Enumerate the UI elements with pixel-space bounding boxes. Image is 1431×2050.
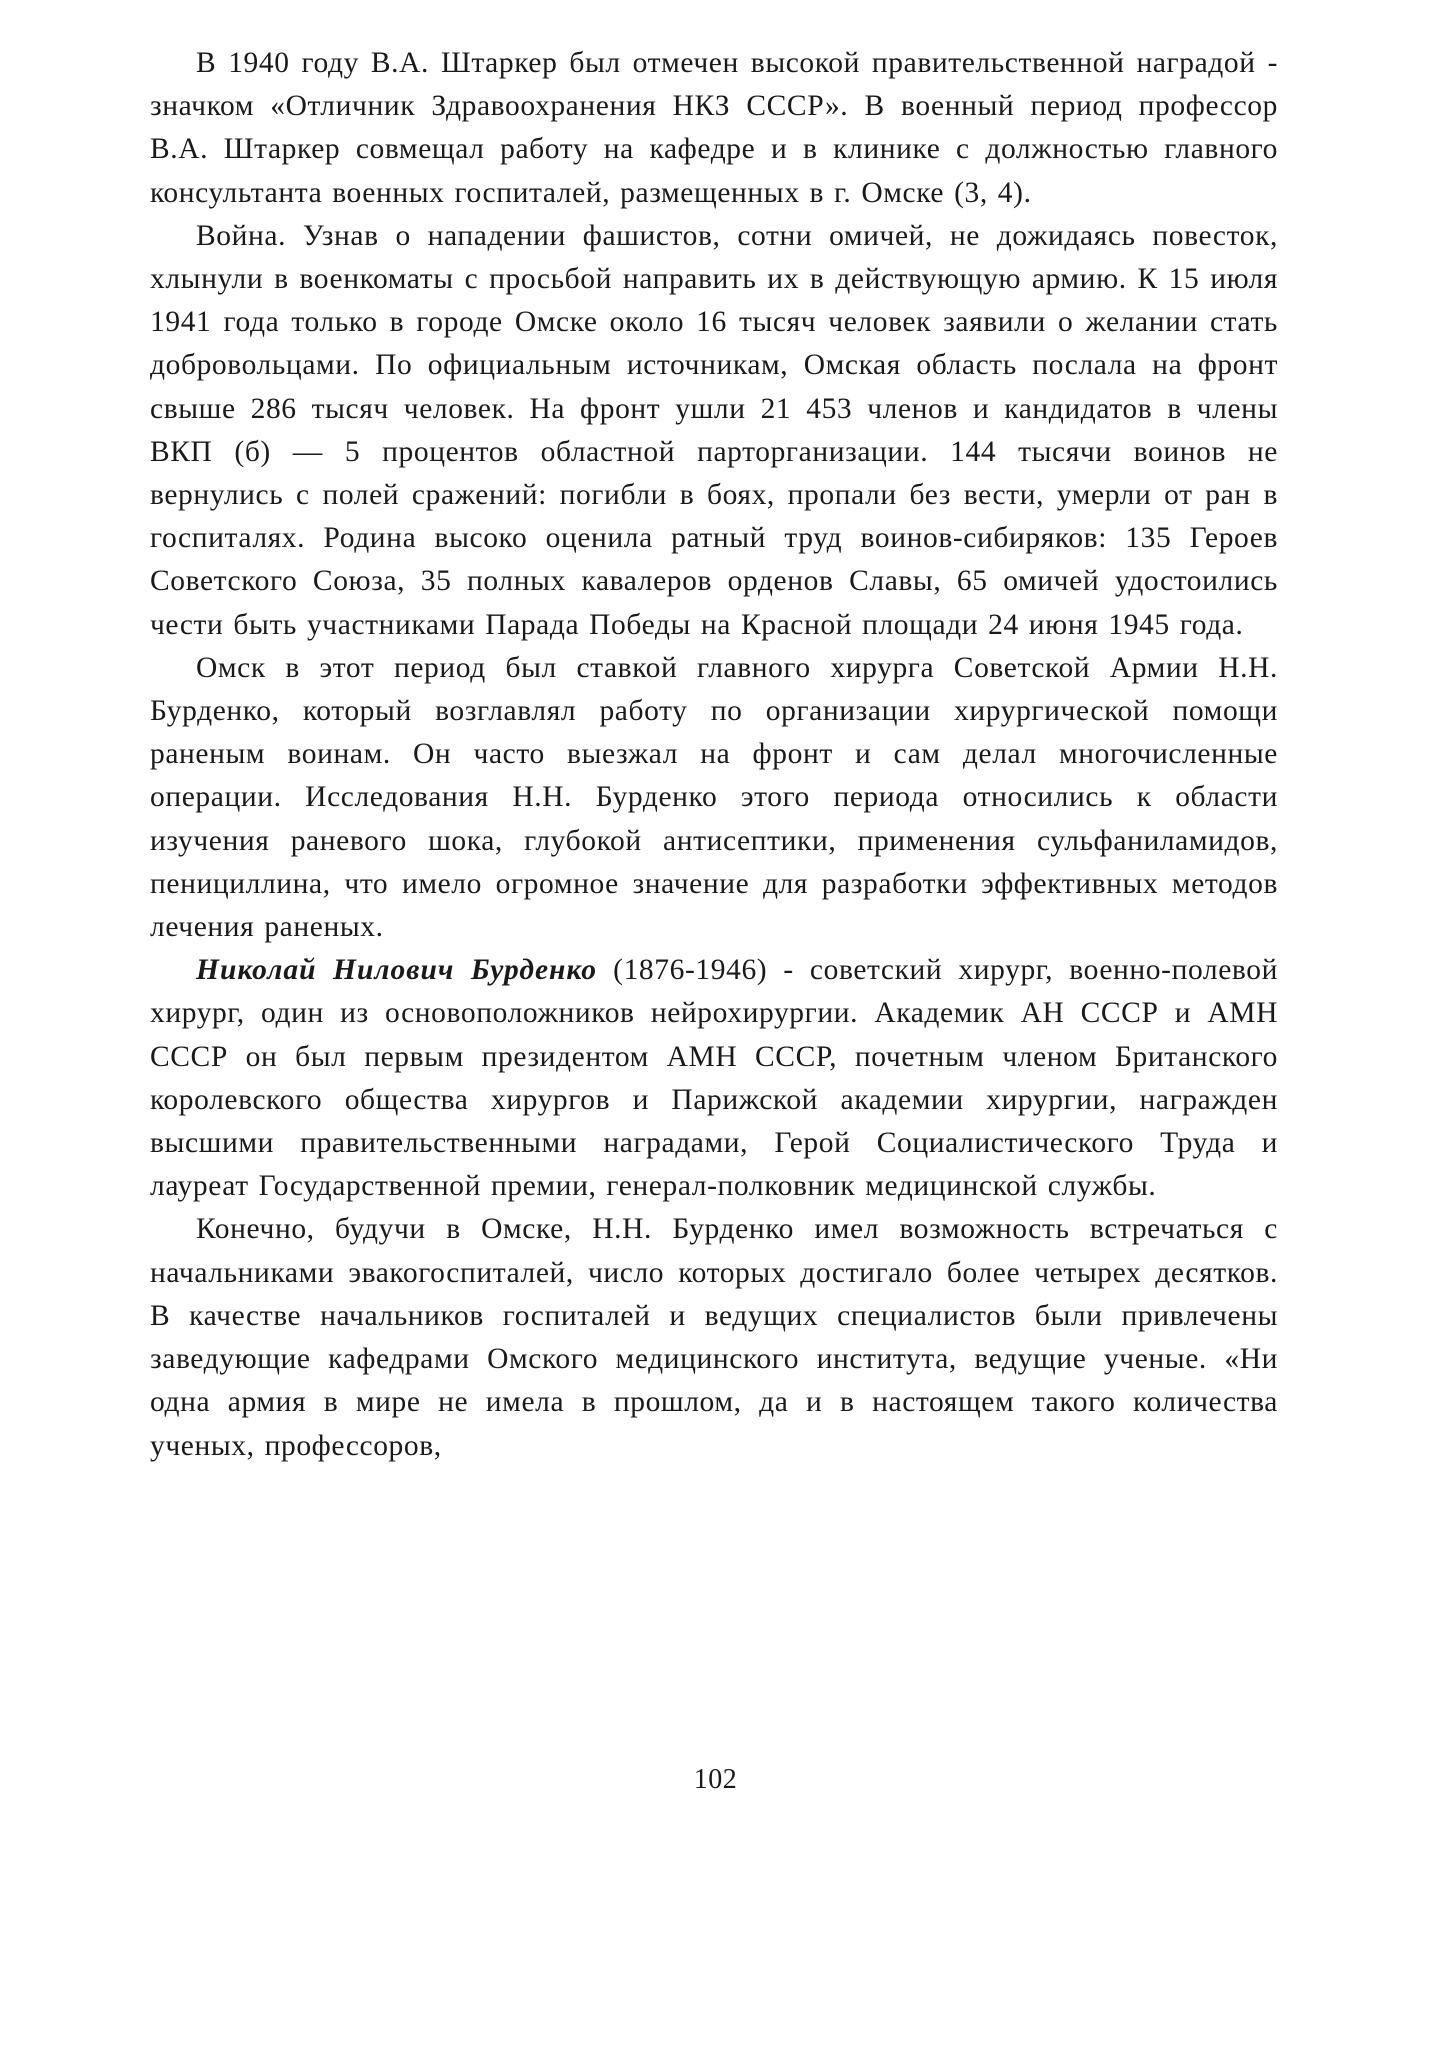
paragraph-evacuation-hospitals: Конечно, будучи в Омске, Н.Н. Бурденко имел возможность встречаться с начальниками эвакогоспиталей, число которых достигало более четырех десятков. В качестве начальников госпиталей и ведущих специалистов были привлечены заведующие кафедрами Омского медицинского института, ведущие ученые. «Ни одна армия в мире не имела в прошлом, да и в настоящем такого количества ученых, профессоров, — [150, 1213, 1278, 1462]
paragraph-burdenko-bio — [150, 949, 1278, 1208]
paragraph-starker: В 1940 году В.А. Штаркер был отмечен высокой правительственной наградой - значком «Отличник Здравоохранения НКЗ СССР». В военный период профессор В.А. Штаркер совмещал работу на кафедре и в клинике с должностью главного консультанта военных госпиталей, размещенных в г. Омске (3, 4). — [150, 47, 1278, 209]
burdenko-bio-text: (1876-1946) - советский хирург, военно-полевой хирург, один из основоположников нейрохирургии. Академик АН СССР и АМН СССР он был первым президентом АМН СССР, почетным членом Британского королевского общества хирургов и Парижской академии хирургии, награжден высшими правительственными наградами, Герой Социалистического Труда и лауреат Государственной премии, генерал-полковник медицинской службы. — [150, 954, 1278, 1203]
paragraph-omsk-burdenko: Омск в этот период был ставкой главного хирурга Советской Армии Н.Н. Бурденко, который возглавлял работу по организации хирургической помощи раненым воинам. Он часто выезжал на фронт и сам делал многочисленные операции. Исследования Н.Н. Бурденко этого периода относились к области изучения раневого шока, глубокой антисептики, применения сульфаниламидов, пенициллина, что имело огромное значение для разработки эффективных методов лечения раненых. — [150, 651, 1278, 944]
paragraph-war: Война. Узнав о нападении фашистов, сотни омичей, не дожидаясь повесток, хлынули в военкоматы с просьбой направить их в действующую армию. К 15 июля 1941 года только в городе Омске около 16 тысяч человек заявили о желании стать добровольцами. По официальным источникам, Омская область послала на фронт свыше 286 тысяч человек. На фронт ушли 21 453 членов и кандидатов в члены ВКП (б) — 5 процентов областной парторганизации. 144 тысячи воинов не вернулись с полей сражений: погибли в боях, пропали без вести, умерли от ран в госпиталях. Родина высоко оценила ратный труд воинов-сибиряков: 135 Героев Советского Союза, 35 полных кавалеров орденов Славы, 65 омичей удостоились чести быть участниками Парада Победы на Красной площади 24 июня 1945 года. — [150, 219, 1278, 641]
burdenko-name: Николай Нилович Бурденко — [196, 954, 598, 987]
page-number: 102 — [693, 1764, 738, 1795]
document-page — [150, 42, 1278, 1468]
